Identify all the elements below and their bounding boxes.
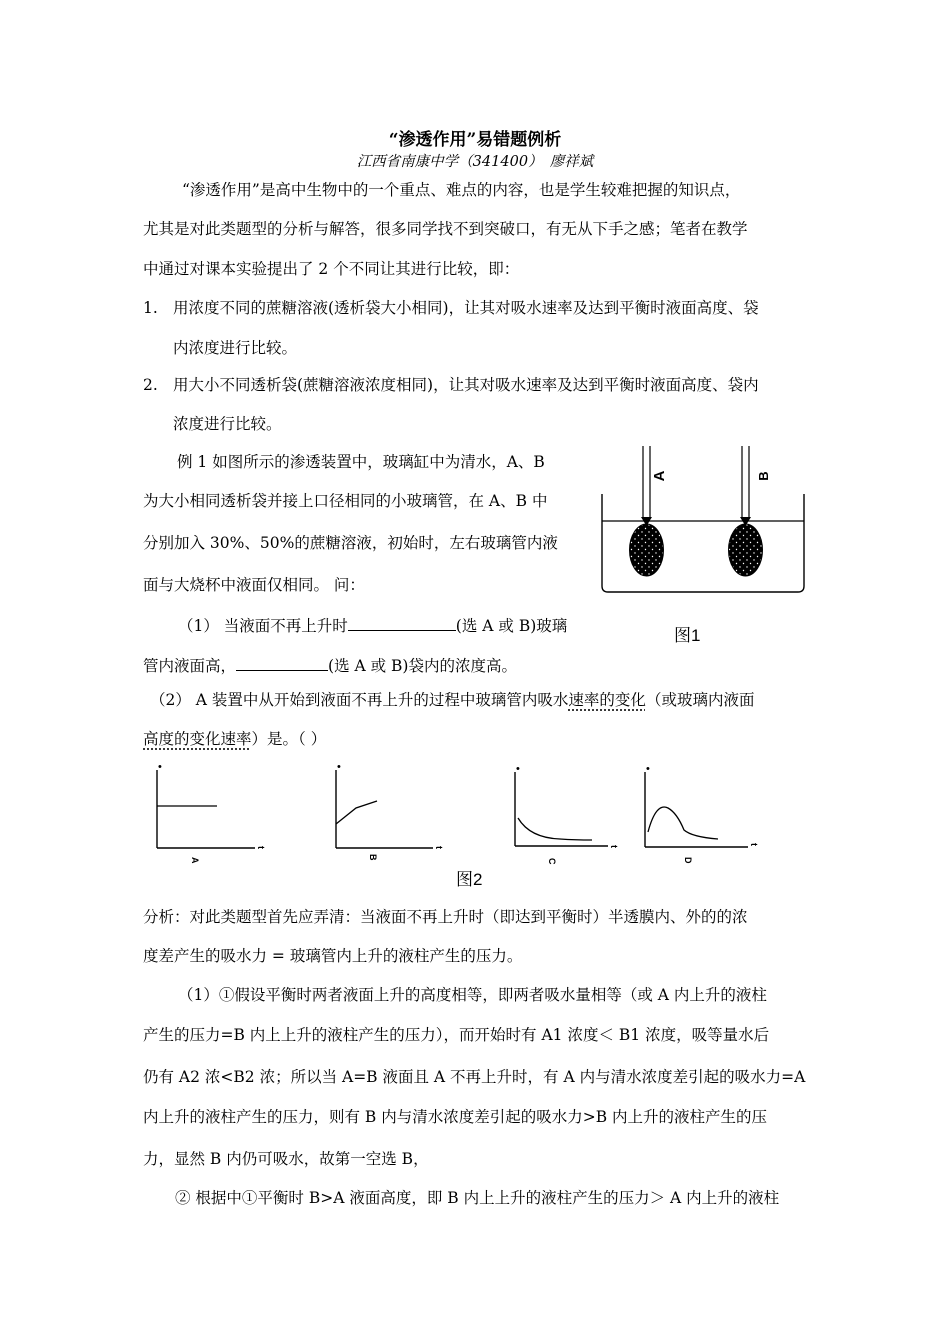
question-1-text-c: 管内液面高， <box>143 657 237 675</box>
intro-line-3: 中通过对课本实验提出了 2 个不同让其进行比较，即： <box>143 260 520 278</box>
analysis-line-7: 力，显然 B 内仍可吸水，故第一空选 B， <box>143 1150 429 1168</box>
graph-d-t-label: t <box>749 843 759 846</box>
graph-a-label: A <box>190 857 200 864</box>
graph-c <box>515 763 619 865</box>
example-line-2: 为大小相同透析袋并接上口径相同的小玻璃管，在 A、B 中 <box>143 492 548 510</box>
analysis-line-4: 产生的压力=B 内上上升的液柱产生的压力），而开始时有 A1 浓度＜ B1 浓度，吸等量水后 <box>143 1026 770 1044</box>
answer-blank-2[interactable] <box>236 654 328 671</box>
graph-d-label: D <box>683 857 693 864</box>
list-item-1-line-1: 用浓度不同的蔗糖溶液(透析袋大小相同)，让其对吸水速率及达到平衡时液面高度、袋 <box>173 299 759 317</box>
question-2-emphasis-b: 高度的变化速率 <box>143 730 252 748</box>
question-1-text-a: （1） 当液面不再上升时 <box>178 617 348 635</box>
example-line-4: 面与大烧杯中液面仅相同。 问： <box>143 576 365 594</box>
graph-b-label: B <box>368 854 378 861</box>
graph-b-y-arrow: • <box>337 761 341 773</box>
graph-d-curve <box>648 807 718 839</box>
figure-1-caption: 图1 <box>674 626 701 645</box>
graph-b-axes <box>336 770 433 848</box>
figure-2-caption: 图2 <box>456 870 483 889</box>
question-2-emphasis-a: 速率的变化 <box>568 691 646 709</box>
graph-c-label: C <box>547 858 557 865</box>
tube-b-label: B <box>756 471 771 481</box>
analysis-line-1: 分析：对此类题型首先应弄清：当液面不再上升时（即达到平衡时）半透膜内、外的的浓 <box>143 908 748 926</box>
analysis-line-8: ② 根据中①平衡时 B>A 液面高度，即 B 内上上升的液柱产生的压力＞ A 内上升的液柱 <box>175 1189 780 1207</box>
analysis-line-3: （1）①假设平衡时两者液面上升的高度相等，即两者吸水量相等（或 A 内上升的液柱 <box>178 986 767 1004</box>
osmosis-apparatus-figure <box>598 446 813 596</box>
document-title: “渗透作用”易错题例析 <box>388 130 562 150</box>
question-2-line-2 <box>143 729 326 749</box>
analysis-line-2: 度差产生的吸水力 = 玻璃管内上升的液柱产生的压力。 <box>143 947 523 965</box>
question-1-line-1 <box>178 614 567 636</box>
intro-line-1: “渗透作用”是高中生物中的一个重点、难点的内容，也是学生较难把握的知识点， <box>182 181 741 199</box>
dialysis-bag-b <box>729 524 763 576</box>
question-2-text-c: ）是。（ ） <box>251 730 327 748</box>
question-1-text-d: (选 A 或 B)袋内的浓度高。 <box>328 657 517 675</box>
graph-c-curve <box>518 818 592 840</box>
tube-a <box>643 446 650 519</box>
list-item-1-line-2: 内浓度进行比较。 <box>173 339 298 357</box>
intro-line-2: 尤其是对此类题型的分析与解答，很多同学找不到突破口，有无从下手之感；笔者在教学 <box>143 220 748 238</box>
graph-a-y-arrow: • <box>158 761 162 773</box>
graph-b <box>336 761 444 861</box>
question-2-line-1 <box>150 690 754 710</box>
example-line-3: 分别加入 30%、50%的蔗糖溶液，初始时，左右玻璃管内液 <box>143 534 558 552</box>
tube-b <box>742 446 749 519</box>
list-item-2-line-1: 用大小不同透析袋(蔗糖溶液浓度相同)，让其对吸水速率及达到平衡时液面高度、袋内 <box>173 376 759 394</box>
question-2-text-b: （或玻璃内液面 <box>645 691 755 709</box>
list-number-2: 2. <box>143 376 158 394</box>
example-line-1: 例 1 如图所示的渗透装置中，玻璃缸中为清水，A、B <box>177 453 545 471</box>
graph-c-y-arrow: • <box>516 763 520 775</box>
graph-c-axes <box>515 772 608 846</box>
graph-d <box>645 763 759 864</box>
question-1-line-2 <box>143 654 517 676</box>
author-byline: 江西省南康中学（341400） 廖祥斌 <box>356 154 594 170</box>
graph-d-y-arrow: • <box>646 763 650 775</box>
curve-options-figure <box>0 760 950 870</box>
graph-a-t-label: t <box>256 846 266 849</box>
graph-a <box>157 761 266 864</box>
graph-b-t-label: t <box>434 846 444 849</box>
analysis-line-5: 仍有 A2 浓<B2 浓；所以当 A=B 液面且 A 不再上升时，有 A 内与清水浓度差引起的吸水力=A <box>143 1068 806 1086</box>
tube-a-label: A <box>651 470 668 482</box>
question-2-text-a: （2） A 装置中从开始到液面不再上升的过程中玻璃管内吸水 <box>150 691 569 709</box>
list-number-1: 1. <box>143 299 158 317</box>
analysis-line-6: 内上升的液柱产生的压力，则有 B 内与清水浓度差引起的吸水力>B 内上升的液柱产生的压 <box>143 1108 768 1126</box>
question-1-text-b: (选 A 或 B)玻璃 <box>455 617 568 635</box>
answer-blank-1[interactable] <box>348 614 456 631</box>
list-item-2-line-2: 浓度进行比较。 <box>173 415 282 433</box>
graph-c-t-label: t <box>609 845 619 848</box>
dialysis-bag-a <box>630 524 664 576</box>
graph-b-curve <box>336 801 377 824</box>
graph-a-axes <box>157 770 255 848</box>
